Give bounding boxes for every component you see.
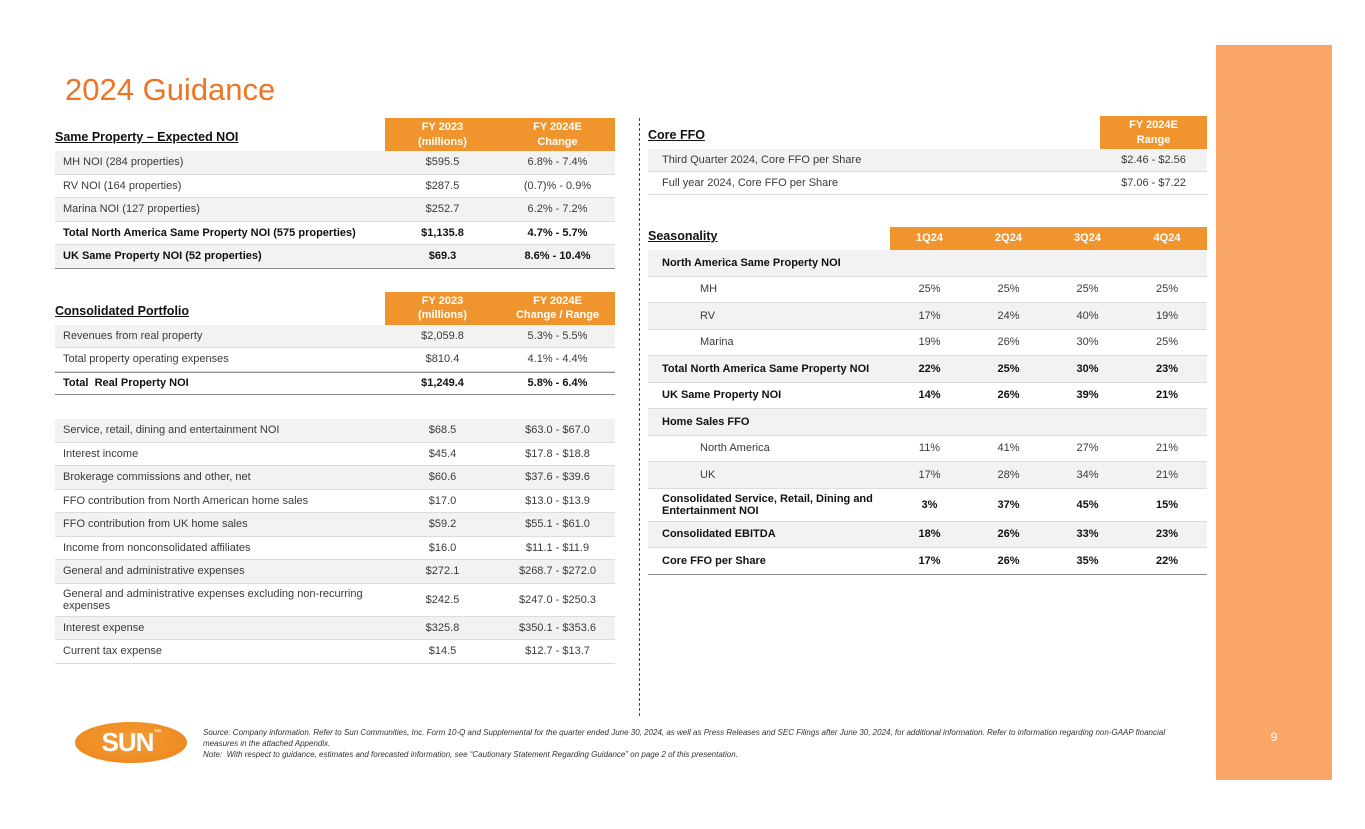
consolidated-portfolio-rows bbox=[55, 325, 615, 396]
row-value: 26% bbox=[997, 389, 1020, 402]
table-title-text: Same Property – Expected NOI bbox=[55, 130, 239, 144]
table-row bbox=[648, 436, 1207, 463]
footer bbox=[75, 722, 1200, 763]
row-label: Revenues from real property bbox=[63, 329, 203, 342]
row-label: Consolidated Service, Retail, Dining and Entertainment NOI bbox=[662, 492, 876, 517]
table-row bbox=[55, 372, 615, 396]
row-value: 14% bbox=[918, 389, 941, 402]
row-value: $55.1 - $61.0 bbox=[525, 518, 590, 531]
table-row bbox=[55, 513, 615, 537]
row-label: Core FFO per Share bbox=[662, 554, 766, 567]
row-label: RV bbox=[700, 309, 716, 322]
table-header-row bbox=[648, 227, 1207, 250]
row-value: $268.7 - $272.0 bbox=[518, 565, 597, 578]
column-header-4q24: 4Q24 bbox=[1127, 227, 1207, 250]
row-value: 28% bbox=[997, 468, 1020, 481]
row-label: UK bbox=[700, 468, 716, 481]
row-value: 30% bbox=[1076, 336, 1099, 349]
table-row bbox=[648, 522, 1207, 549]
row-value: 27% bbox=[1076, 442, 1099, 455]
table-row bbox=[648, 250, 1207, 277]
row-value: 11% bbox=[918, 442, 941, 455]
row-value: 30% bbox=[1076, 362, 1099, 375]
row-value: 26% bbox=[997, 336, 1020, 349]
row-value: 17% bbox=[918, 309, 941, 322]
row-value: $247.0 - $250.3 bbox=[518, 593, 597, 606]
row-value: $60.6 bbox=[428, 471, 457, 484]
table-row bbox=[648, 330, 1207, 357]
row-label: Marina NOI (127 properties) bbox=[63, 203, 200, 216]
table-row bbox=[648, 149, 1207, 172]
table-row bbox=[55, 584, 615, 617]
row-label: Home Sales FFO bbox=[662, 415, 750, 428]
table-row bbox=[648, 277, 1207, 304]
vertical-dashed-divider bbox=[639, 118, 640, 716]
seasonality-rows bbox=[648, 250, 1207, 575]
row-value: 21% bbox=[1155, 442, 1179, 455]
row-value: $350.1 - $353.6 bbox=[518, 621, 597, 634]
table-title bbox=[55, 304, 385, 325]
row-value: 19% bbox=[1155, 309, 1179, 322]
row-value: 15% bbox=[1155, 498, 1179, 511]
row-label: RV NOI (164 properties) bbox=[63, 179, 182, 192]
table-title bbox=[55, 130, 385, 151]
logo-text: SUN bbox=[101, 727, 154, 757]
row-label: General and administrative expenses excluding non-recurring expenses bbox=[63, 587, 366, 612]
table-row bbox=[55, 537, 615, 561]
row-value: $2.46 - $2.56 bbox=[1121, 154, 1186, 166]
row-value: 25% bbox=[1155, 336, 1179, 349]
table-row bbox=[55, 640, 615, 664]
row-value: $69.3 bbox=[428, 250, 457, 263]
row-label: Interest expense bbox=[63, 621, 145, 634]
row-label: UK Same Property NOI (52 properties) bbox=[63, 250, 262, 263]
row-value: 37% bbox=[997, 498, 1020, 511]
table-row bbox=[55, 348, 615, 372]
consolidated-items-rows bbox=[55, 419, 615, 664]
row-label: Total property operating expenses bbox=[63, 353, 229, 366]
row-value: 8.6% - 10.4% bbox=[524, 250, 591, 263]
right-column bbox=[648, 116, 1207, 575]
same-property-table bbox=[55, 118, 615, 269]
row-value: 35% bbox=[1076, 554, 1099, 567]
row-label: Service, retail, dining and entertainment NOI bbox=[63, 424, 280, 437]
row-value: 5.3% - 5.5% bbox=[527, 329, 588, 342]
row-value: 25% bbox=[997, 283, 1020, 296]
row-value: 25% bbox=[1076, 283, 1099, 296]
table-title-text: Seasonality bbox=[648, 229, 718, 243]
row-value: $287.5 bbox=[425, 179, 460, 192]
table-row bbox=[55, 490, 615, 514]
same-property-rows bbox=[55, 151, 615, 269]
table-row bbox=[648, 489, 1207, 522]
row-value: $37.6 - $39.6 bbox=[525, 471, 590, 484]
table-header-row bbox=[648, 116, 1207, 149]
page-title: 2024 Guidance bbox=[65, 72, 276, 107]
row-value: 22% bbox=[918, 362, 941, 375]
row-value: 24% bbox=[997, 309, 1020, 322]
column-header-fy2023: FY 2023 (millions) bbox=[385, 292, 500, 325]
row-value: 4.7% - 5.7% bbox=[527, 226, 588, 239]
row-value: $68.5 bbox=[428, 424, 457, 437]
table-title-text: Core FFO bbox=[648, 128, 705, 142]
row-label: Total Real Property NOI bbox=[63, 377, 189, 390]
column-header-fy2024e-change: FY 2024E Change bbox=[500, 118, 615, 151]
row-label: MH bbox=[700, 283, 718, 296]
row-label: Full year 2024, Core FFO per Share bbox=[662, 177, 839, 189]
row-value: 6.8% - 7.4% bbox=[527, 156, 588, 169]
table-row bbox=[55, 560, 615, 584]
column-header-fy2023: FY 2023 (millions) bbox=[385, 118, 500, 151]
table-header-row bbox=[55, 292, 615, 325]
row-value: 17% bbox=[918, 468, 941, 481]
row-value: 18% bbox=[918, 528, 941, 541]
row-label: MH NOI (284 properties) bbox=[63, 156, 184, 169]
row-label: Current tax expense bbox=[63, 645, 163, 658]
row-label: FFO contribution from North American home sales bbox=[63, 494, 309, 507]
row-value: 4.1% - 4.4% bbox=[527, 353, 588, 366]
row-label: North America Same Property NOI bbox=[662, 256, 841, 269]
row-value: 23% bbox=[1155, 528, 1179, 541]
page-number: 9 bbox=[1270, 730, 1278, 744]
row-value: 3% bbox=[921, 498, 938, 511]
row-value: $2,059.8 bbox=[421, 329, 464, 342]
row-value: $17.0 bbox=[428, 494, 457, 507]
table-row bbox=[648, 462, 1207, 489]
table-title bbox=[648, 128, 1100, 149]
row-value: $7.06 - $7.22 bbox=[1121, 177, 1186, 189]
table-title-text: Consolidated Portfolio bbox=[55, 303, 190, 318]
row-label: North America bbox=[700, 442, 770, 455]
row-value: 23% bbox=[1155, 362, 1179, 375]
table-row bbox=[55, 419, 615, 443]
table-row bbox=[648, 383, 1207, 410]
sun-communities-logo bbox=[75, 722, 187, 763]
column-header-fy2024e-range: FY 2024E Range bbox=[1100, 116, 1207, 149]
row-label: Third Quarter 2024, Core FFO per Share bbox=[662, 154, 862, 166]
row-value: $1,135.8 bbox=[421, 226, 464, 239]
row-label: Interest income bbox=[63, 447, 139, 460]
row-value: $59.2 bbox=[428, 518, 457, 531]
row-value: $272.1 bbox=[425, 565, 460, 578]
table-row bbox=[648, 548, 1207, 575]
row-label: Total North America Same Property NOI (575 properties) bbox=[63, 226, 356, 239]
row-value: $1,249.4 bbox=[421, 377, 464, 390]
row-label: FFO contribution from UK home sales bbox=[63, 518, 248, 531]
table-row bbox=[55, 175, 615, 199]
row-value: $595.5 bbox=[425, 156, 460, 169]
row-value: 26% bbox=[997, 554, 1020, 567]
row-value: $16.0 bbox=[428, 541, 457, 554]
table-row bbox=[55, 245, 615, 269]
row-value: 22% bbox=[1155, 554, 1179, 567]
table-row bbox=[55, 151, 615, 175]
table-title bbox=[648, 229, 890, 250]
row-value: 21% bbox=[1155, 468, 1179, 481]
row-value: 45% bbox=[1076, 498, 1099, 511]
table-row bbox=[55, 466, 615, 490]
row-value: 33% bbox=[1076, 528, 1099, 541]
table-row bbox=[55, 443, 615, 467]
guidance-note: Note: With respect to guidance, estimates and forecasted information, see “Cautionary Statement Regarding Guidance” on page 2 of this presentation. bbox=[203, 750, 738, 760]
table-row bbox=[55, 325, 615, 349]
column-header-3q24: 3Q24 bbox=[1048, 227, 1127, 250]
table-row bbox=[648, 303, 1207, 330]
table-row bbox=[648, 172, 1207, 195]
row-value: 25% bbox=[997, 362, 1020, 375]
table-header-row bbox=[55, 118, 615, 151]
row-value: 21% bbox=[1155, 389, 1179, 402]
table-row bbox=[55, 617, 615, 641]
row-value: $17.8 - $18.8 bbox=[525, 447, 590, 460]
column-header-1q24: 1Q24 bbox=[890, 227, 969, 250]
row-value: 26% bbox=[997, 528, 1020, 541]
seasonality-table bbox=[648, 227, 1207, 575]
row-value: 25% bbox=[918, 283, 941, 296]
row-label: Consolidated EBITDA bbox=[662, 528, 776, 541]
row-value: $11.1 - $11.9 bbox=[525, 541, 590, 554]
row-label: UK Same Property NOI bbox=[662, 389, 782, 402]
row-value: $14.5 bbox=[428, 645, 457, 658]
row-label: Income from nonconsolidated affiliates bbox=[63, 541, 251, 554]
row-value: $252.7 bbox=[425, 203, 460, 216]
row-value: 25% bbox=[1155, 283, 1179, 296]
table-row bbox=[55, 198, 615, 222]
row-value: 41% bbox=[997, 442, 1020, 455]
left-column bbox=[55, 118, 615, 664]
row-value: 39% bbox=[1076, 389, 1099, 402]
core-ffo-rows bbox=[648, 149, 1207, 195]
row-value: $12.7 - $13.7 bbox=[525, 645, 590, 658]
row-value: 34% bbox=[1076, 468, 1099, 481]
table-row bbox=[648, 356, 1207, 383]
row-value: 6.2% - 7.2% bbox=[527, 203, 588, 216]
row-value: $810.4 bbox=[425, 353, 460, 366]
table-row bbox=[648, 409, 1207, 436]
row-value: 17% bbox=[918, 554, 941, 567]
source-note: Source: Company information. Refer to Sun Communities, Inc. Form 10-Q and Supplemental for the quarter ended June 30, 2024, as well as Press Releases and SEC Filings after June 30, 2024, for additional information. Refer to information regarding non-GAAP financial measures in the attached Appendix. bbox=[203, 728, 1168, 749]
row-value: $13.0 - $13.9 bbox=[525, 494, 590, 507]
core-ffo-table bbox=[648, 116, 1207, 195]
column-header-2q24: 2Q24 bbox=[969, 227, 1048, 250]
column-header-fy2024e-change-range: FY 2024E Change / Range bbox=[500, 292, 615, 325]
row-label: Marina bbox=[700, 336, 734, 349]
row-value: (0.7)% - 0.9% bbox=[523, 179, 592, 192]
row-label: Total North America Same Property NOI bbox=[662, 362, 870, 375]
row-value: 40% bbox=[1076, 309, 1099, 322]
row-value: 5.8% - 6.4% bbox=[527, 377, 588, 390]
row-value: $242.5 bbox=[425, 593, 460, 606]
row-value: $45.4 bbox=[428, 447, 457, 460]
row-label: Brokerage commissions and other, net bbox=[63, 471, 251, 484]
footnotes bbox=[203, 722, 1193, 761]
row-label: General and administrative expenses bbox=[63, 565, 245, 578]
logo-trademark: ™ bbox=[153, 728, 161, 737]
table-row bbox=[55, 222, 615, 246]
consolidated-portfolio-table bbox=[55, 292, 615, 664]
row-value: 19% bbox=[918, 336, 941, 349]
row-value: $63.0 - $67.0 bbox=[525, 424, 590, 437]
row-value: $325.8 bbox=[425, 621, 460, 634]
sidebar-accent-bar bbox=[1216, 45, 1332, 780]
